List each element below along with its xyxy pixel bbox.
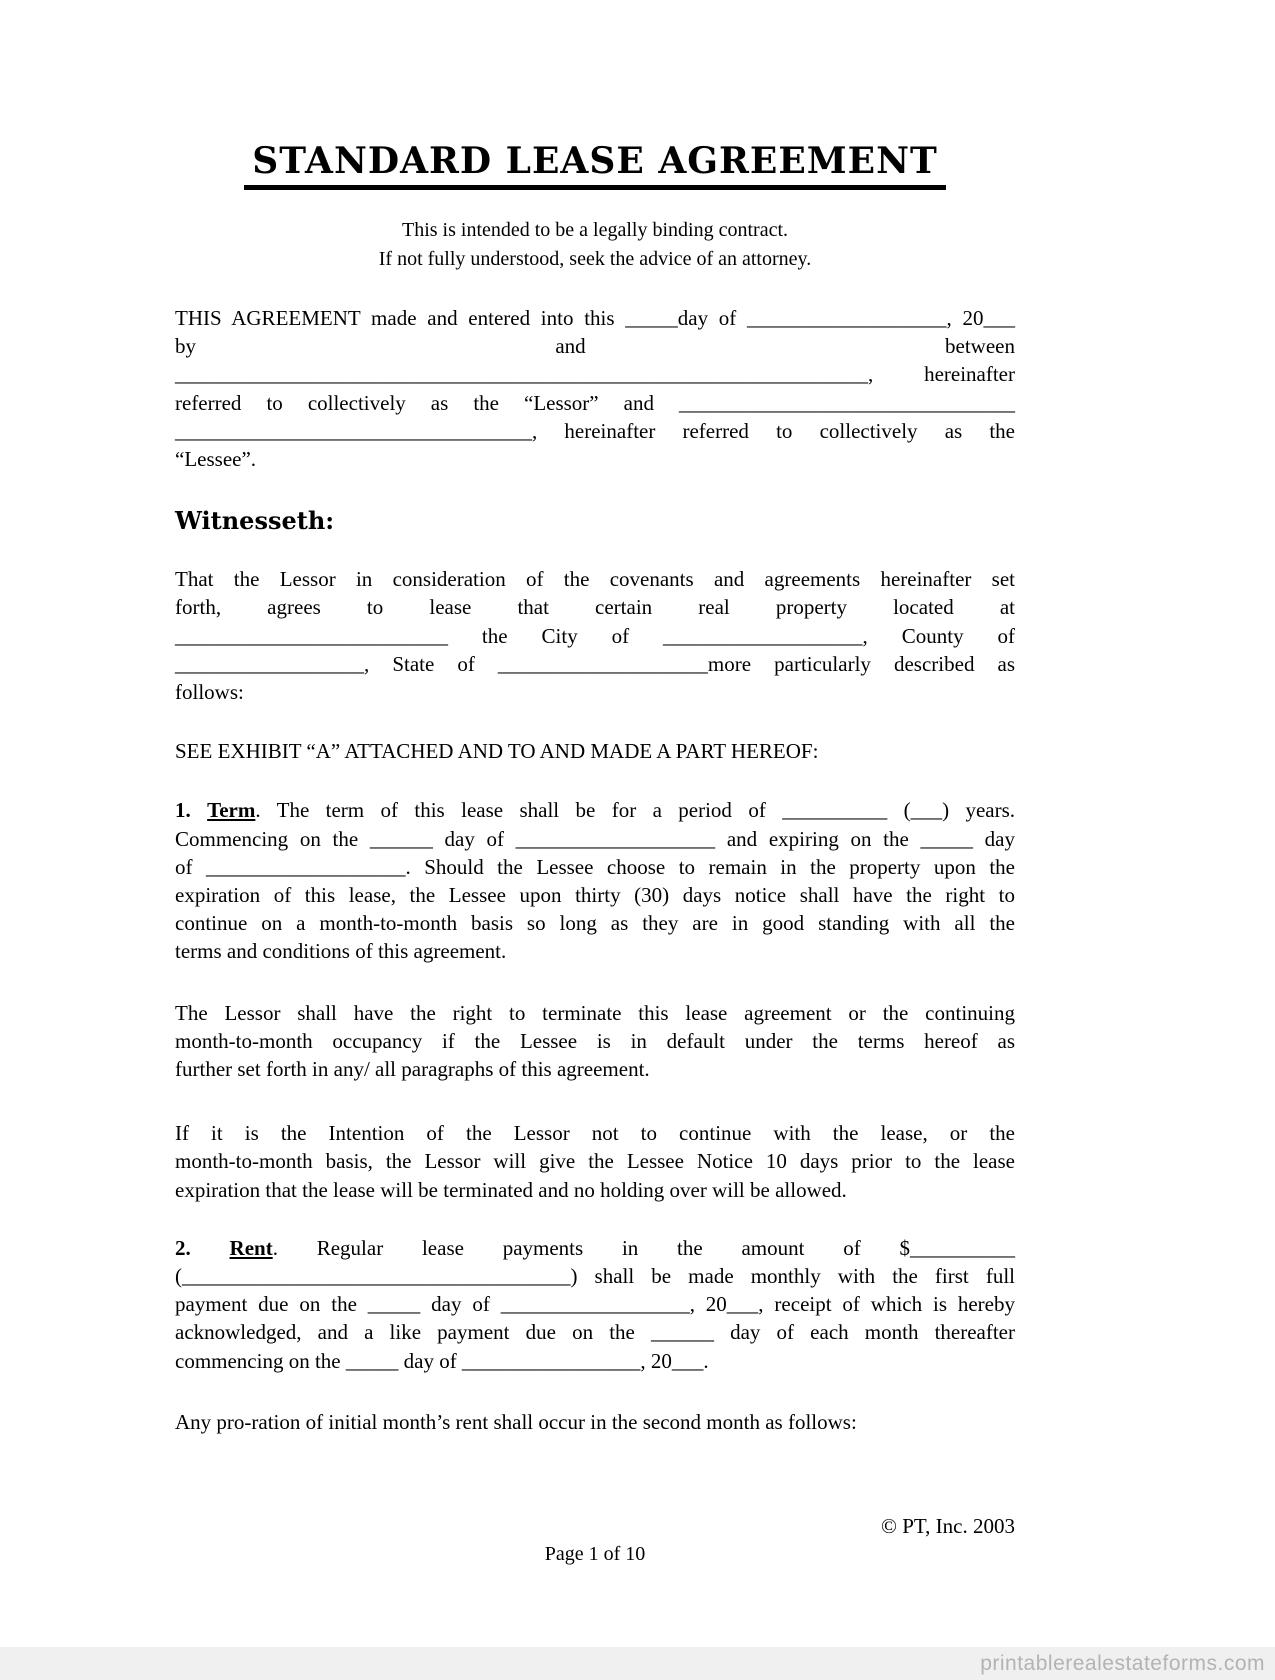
- term-line: continue on a month-to-month basis so long as they are in good standing with all the: [175, 911, 1015, 936]
- page-title: STANDARD LEASE AGREEMENT: [244, 140, 946, 190]
- intention-line: month-to-month basis, the Lessor will give the Lessee Notice 10 days prior to the lease: [175, 1149, 1015, 1174]
- clause-text: . The term of this lease shall be for a period of __________ (___) years.: [255, 798, 1016, 823]
- term-clause-heading-line: [175, 796, 1015, 824]
- proration-line: Any pro-ration of initial month’s rent shall occur in the second month as follows:: [175, 1409, 857, 1434]
- rent-line: acknowledged, and a like payment due on the ______ day of each month thereafter: [175, 1320, 1015, 1345]
- clause-label: Term: [207, 798, 256, 823]
- consideration-line: forth, agrees to lease that certain real property located at: [175, 595, 1015, 620]
- consideration-line: That the Lessor in consideration of the covenants and agreements hereinafter set: [175, 567, 1015, 592]
- intro-line: by and between: [175, 334, 1015, 359]
- intro-line: “Lessee”.: [175, 447, 257, 472]
- subtitle-block: [175, 216, 1015, 274]
- exhibit-line: SEE EXHIBIT “A” ATTACHED AND TO AND MADE A PART HEREOF:: [175, 739, 819, 764]
- document-content: [175, 0, 1015, 1566]
- terminate-line: further set forth in any/ all paragraphs of this agreement.: [175, 1057, 650, 1082]
- term-line: expiration of this lease, the Lessee upon thirty (30) days notice shall have the right to: [175, 883, 1015, 908]
- clause-text: . Regular lease payments in the amount of $__________: [272, 1235, 1016, 1260]
- page-footer: [175, 1514, 1015, 1566]
- watermark-bar: [0, 1647, 1275, 1680]
- proration-paragraph: [175, 1408, 1015, 1436]
- rent-line: payment due on the _____ day of __________________, 20___, receipt of which is hereby: [175, 1292, 1015, 1317]
- term-line: terms and conditions of this agreement.: [175, 939, 507, 964]
- terminate-paragraph: [175, 999, 1015, 1084]
- intro-line: __________________________________________________________________, hereinafter: [175, 362, 1015, 387]
- clause-number: 2.: [175, 1235, 191, 1260]
- rent-clause-heading-line: [175, 1234, 1015, 1262]
- consideration-line: __________________, State of ____________________more particularly described as: [175, 651, 1015, 676]
- term-line: Commencing on the ______ day of ___________________ and expiring on the _____ day: [175, 826, 1015, 851]
- subtitle-line: If not fully understood, seek the advice of an attorney.: [378, 248, 812, 270]
- watermark-text: printablerealestateforms.com: [980, 1652, 1265, 1675]
- rent-line: commencing on the _____ day of _________________, 20___.: [175, 1348, 709, 1373]
- intention-line: If it is the Intention of the Lessor not to continue with the lease, or the: [175, 1121, 1015, 1146]
- terminate-line: The Lessor shall have the right to terminate this lease agreement or the continuing: [175, 1000, 1015, 1025]
- clause-number: 1.: [175, 798, 191, 823]
- consideration-line: __________________________ the City of ___________________, County of: [175, 623, 1015, 648]
- intro-line: __________________________________, hereinafter referred to collectively as the: [175, 418, 1015, 443]
- consideration-line: follows:: [175, 680, 244, 705]
- intro-line: referred to collectively as the “Lessor” and ________________________________: [175, 390, 1015, 415]
- subtitle-line: This is intended to be a legally binding contract.: [401, 219, 788, 241]
- term-line: of ___________________. Should the Lessee choose to remain in the property upon the: [175, 854, 1015, 879]
- rent-line: (_____________________________________) shall be made monthly with the first full: [175, 1264, 1015, 1289]
- rent-clause: [175, 1234, 1015, 1375]
- copyright-notice: © PT, Inc. 2003: [881, 1514, 1015, 1539]
- intro-line: THIS AGREEMENT made and entered into this _____day of ___________________, 20___: [175, 306, 1015, 330]
- terminate-line: month-to-month occupancy if the Lessee is in default under the terms hereof as: [175, 1028, 1015, 1053]
- consideration-paragraph: [175, 565, 1015, 706]
- clause-label: Rent: [229, 1235, 273, 1260]
- term-clause: [175, 796, 1015, 965]
- intention-paragraph: [175, 1119, 1015, 1204]
- intro-paragraph: [175, 304, 1015, 473]
- intention-line: expiration that the lease will be terminated and no holding over will be allowed.: [175, 1177, 847, 1202]
- title-block: [175, 140, 1015, 190]
- page-number: Page 1 of 10: [544, 1543, 646, 1566]
- witnesseth-heading: Witnesseth:: [175, 506, 335, 536]
